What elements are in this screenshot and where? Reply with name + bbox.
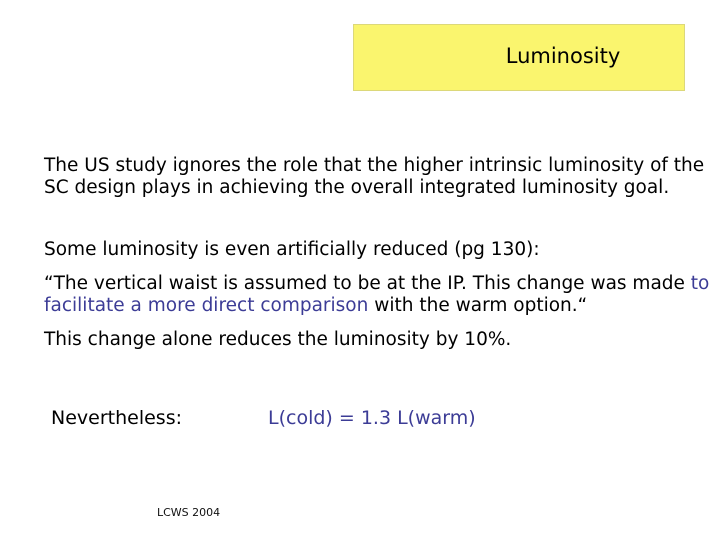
paragraph-artificial-reduction: Some luminosity is even artificially reduced (pg 130): (44, 239, 540, 260)
footer-conference: LCWS 2004 (157, 506, 221, 519)
luminosity-formula: L(cold) = 1.3 L(warm) (268, 407, 476, 429)
paragraph-intrinsic-luminosity: The US study ignores the role that the higher intrinsic luminosity of the SC design plays in achieving the overall integrated luminosity goal. (44, 155, 705, 198)
quote-highlight: to facilitate a more direct comparison (44, 273, 710, 316)
quote-part-1: “The vertical waist is assumed to be at the IP. This change was made (44, 273, 691, 294)
title-box (353, 24, 685, 91)
nevertheless-label: Nevertheless: (51, 407, 182, 429)
quote-vertical-waist (44, 273, 714, 317)
slide-title: Luminosity (505, 44, 621, 68)
paragraph-reduction-amount: This change alone reduces the luminosity by 10%. (44, 329, 512, 350)
quote-part-2: with the warm option.“ (368, 295, 588, 316)
